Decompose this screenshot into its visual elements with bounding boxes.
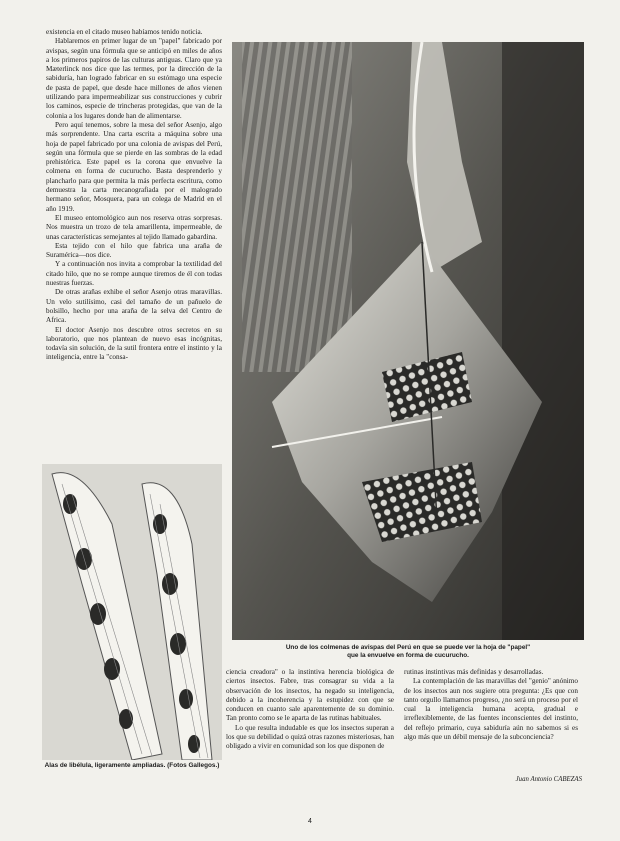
wasp-nest-illustration <box>232 42 584 640</box>
article-paragraph: Y a continuación nos invita a comprobar la textilidad del citado hilo, que no se rompe aunque tiremos de él con todas nuestras fuerzas. <box>46 260 222 288</box>
main-photo-caption <box>232 644 584 661</box>
dragonfly-wings-illustration <box>42 464 222 760</box>
article-paragraph: Hablaremos en primer lugar de un "papel" fabricado por avispas, según una fórmula que se anticipó en miles de años a los primeros papiros de las culturas antiguas. Claro que ya Mæterlinck nos dice que las termes, por la dirección de la sabiduría, han logrado fabricar en su estómago una especie de pasta de papel, que desde hace millones de años vienen utilizando para impermeabilizar sus construcciones y cubrir los caminos, especie de trincheras protegidas, que van de la colonia a los lugares donde han de alimentarse. <box>46 37 222 120</box>
page-number: 4 <box>308 818 312 825</box>
article-paragraph: De otras arañas exhibe el señor Asenjo otras maravillas. Un velo sutilísimo, casi del tamaño de un pañuelo de bolsillo, hecho por una araña de la selva del Centro de Africa. <box>46 288 222 325</box>
article-column-bottom-2 <box>404 668 578 772</box>
article-paragraph: Pero aquí tenemos, sobre la mesa del señor Asenjo, algo más sorprendente. Una carta escrita a máquina sobre una hoja de papel fabricado por una colonia de avispas del Perú, según una fórmula que se pierde en las sombras de la edad prehistórica. Este papel es la corona que envuelve la colmena en forma de cucurucho. Basta desprenderlo y plancharlo para que permita la más perfecta escritura, como demuestra la carta mecanografiada por el malogrado hermano señor, Mosquera, para un colega de Madrid en el año 1919. <box>46 120 222 213</box>
article-column-bottom-1 <box>226 668 394 786</box>
article-paragraph: El museo entomológico aun nos reserva otras sorpresas. Nos muestra un trozo de tela amarillenta, impermeable, de unas características semejantes al tejido llamado gabardina. <box>46 213 222 241</box>
article-paragraph: existencia en el citado museo habíamos tenido noticia. <box>46 28 203 36</box>
article-paragraph: El doctor Asenjo nos descubre otros secretos en su laboratorio, que nos plantean de nuevo esas incógnitas, todavía sin solución, de la sutil frontera entre el instinto y la inteligencia, entre la "consa- <box>46 325 222 362</box>
article-paragraph: rutinas instintivas más definidas y desarrolladas. <box>404 668 544 676</box>
article-column-left <box>46 28 222 448</box>
dragonfly-wings-photo <box>42 464 222 760</box>
article-paragraph: Lo que resulta indudable es que los insectos superan a los que su debilidad o quizá otras razones misteriosas, han obligado a vivir en comunidad son los que disponen de <box>226 723 394 751</box>
main-caption-line1: Uno de los colmenas de avispas del Perú en que se puede ver la hoja de "papel" <box>285 644 531 651</box>
main-caption-line2: que la envuelve en forma de cucurucho. <box>347 652 469 660</box>
author-signature: Juan Antonio CABEZAS <box>515 776 582 783</box>
article-paragraph: La contemplación de las maravillas del "genio" anónimo de los insectos aun nos sugiere otra pregunta: ¿Es que con tanto orgullo llamamos progreso, ¿no será un proceso por el cual la inteligencia humana acepta, gradual e irreflexiblemente, de las fuentes inconscientes del instinto, del reflejo primario, cuya sabiduría aún no sabemos si es algo más que un débil mensaje de la subconciencia? <box>404 677 578 742</box>
insect-photo-caption: Alas de libélula, ligeramente ampliadas. (Fotos Gallegos.) <box>44 762 220 769</box>
article-paragraph: Esta tejido con el hilo que fabrica una araña de Suramérica—nos dice. <box>46 241 222 260</box>
wasp-nest-photo <box>232 42 584 640</box>
article-paragraph: ciencia creadora" o la instintiva herencia biológica de ciertos insectos. Fabre, tras consagrar su vida a la observación de los insectos, ha negado su inteligencia, debido a la incoherencia y la estupidez con que se conducen en cuanto sale aparentemente de su dominio. Tan pronto como se le aparta de las rutinas habituales. <box>226 668 394 723</box>
